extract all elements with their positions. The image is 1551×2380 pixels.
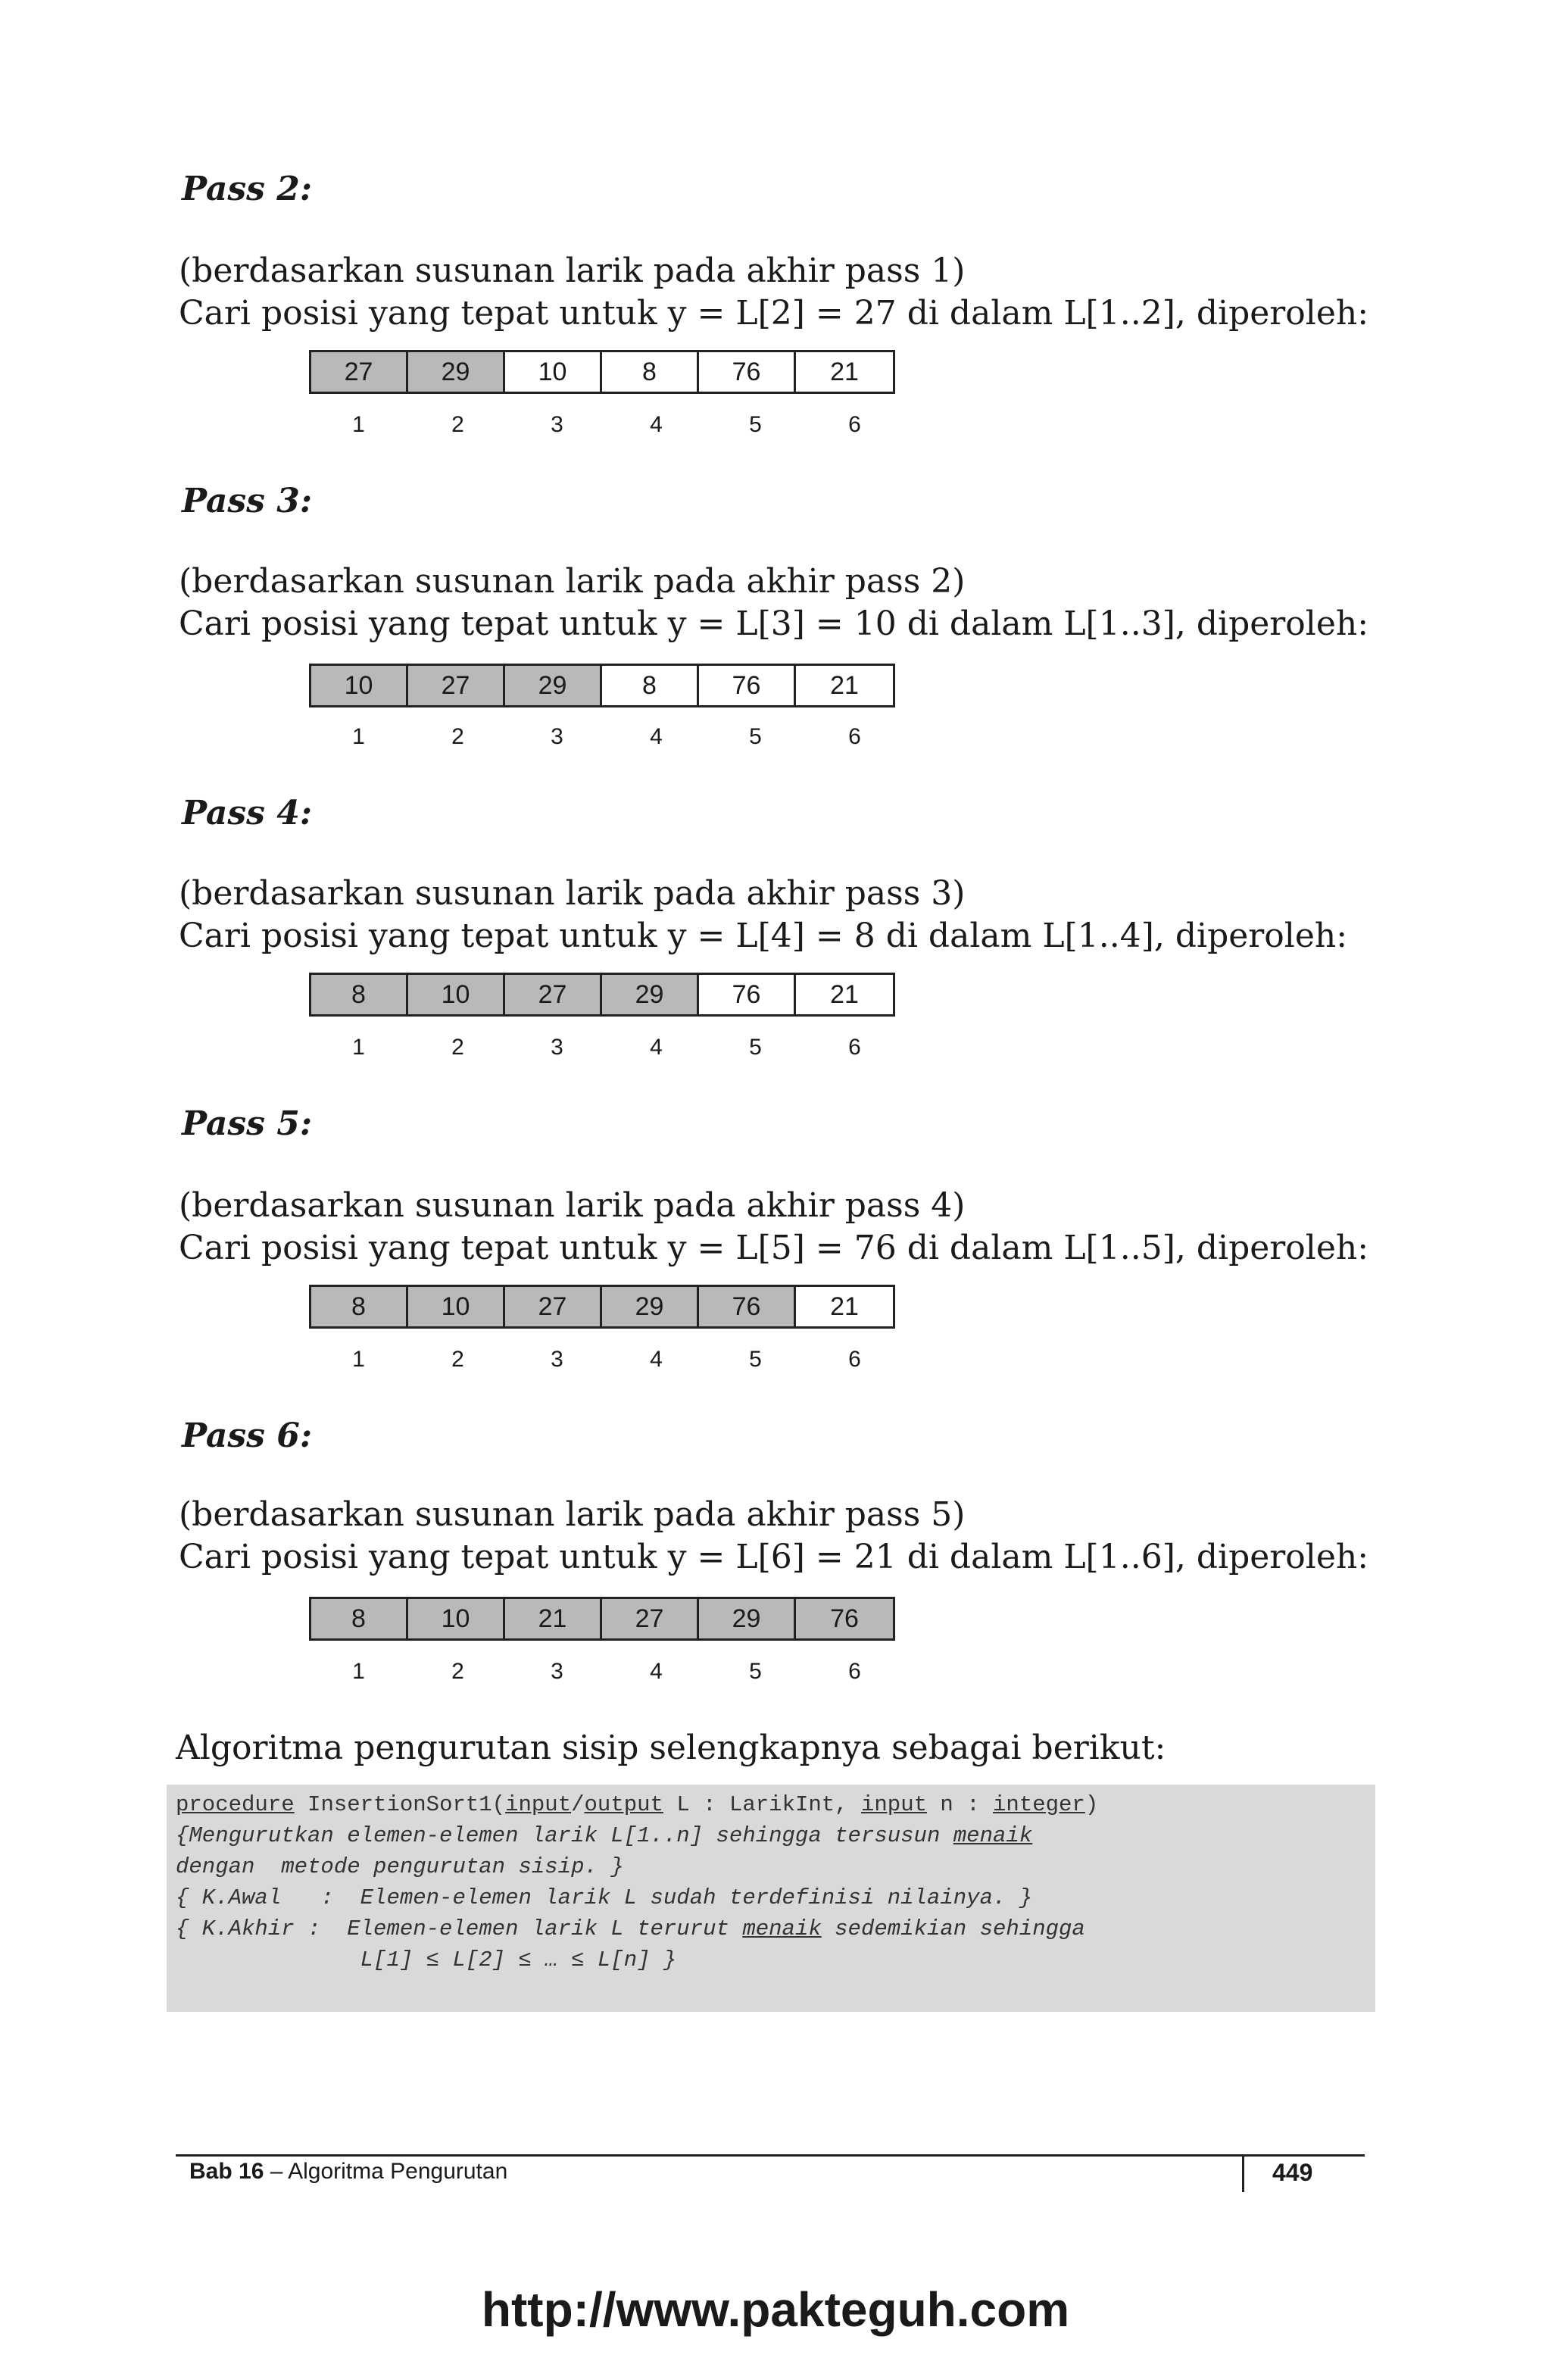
pass-5-indices xyxy=(309,1347,904,1373)
array-cell: 29 xyxy=(602,1287,699,1326)
pass-3-indices xyxy=(309,724,904,750)
code-keyword-input-2: input xyxy=(860,1792,927,1817)
array-cell: 76 xyxy=(699,975,796,1014)
code-comment-5: L[1] ≤ L[2] ≤ … ≤ L[n] } xyxy=(176,1947,677,1972)
code-comment-2: dengan metode pengurutan sisip. } xyxy=(176,1854,624,1879)
code-keyword-input: input xyxy=(505,1792,572,1817)
array-cell: 27 xyxy=(602,1599,699,1638)
code-comment-initial-state: { K.Awal : Elemen-elemen larik L sudah terdefinisi nilainya. } xyxy=(176,1885,1033,1910)
array-index: 5 xyxy=(749,1035,762,1060)
array-cell: 8 xyxy=(602,666,699,705)
array-index: 3 xyxy=(551,1659,563,1684)
array-index: 2 xyxy=(451,412,464,437)
array-index: 6 xyxy=(848,1347,861,1372)
code-close-paren: ) xyxy=(1084,1792,1099,1817)
array-index: 1 xyxy=(352,1347,365,1372)
footer-chapter xyxy=(189,2159,507,2185)
footer-divider xyxy=(1242,2154,1244,2192)
pass-6-line1: (berdasarkan susunan larik pada akhir pass 5) xyxy=(179,1495,966,1534)
array-cell: 10 xyxy=(408,1599,505,1638)
array-index: 3 xyxy=(551,724,563,749)
pass-3-line2: Cari posisi yang tepat untuk y = L[3] = 10 di dalam L[1..3], diperoleh: xyxy=(179,604,1369,643)
pass-5-array xyxy=(309,1285,895,1329)
array-cell: 76 xyxy=(699,1287,796,1326)
code-comment-1a: {Mengurutkan elemen-elemen larik L[1..n] sehingga tersusun xyxy=(176,1823,953,1848)
code-params-2: n : xyxy=(927,1792,994,1817)
pass-5-line2: Cari posisi yang tepat untuk y = L[5] = 76 di dalam L[1..5], diperoleh: xyxy=(179,1229,1369,1267)
pass-6-array xyxy=(309,1597,895,1641)
algorithm-intro: Algoritma pengurutan sisip selengkapnya sebagai berikut: xyxy=(176,1729,1166,1767)
pass-4-title: Pass 4: xyxy=(182,794,313,832)
footer-rule xyxy=(176,2154,1365,2157)
code-comment-4c: sedemikian sehingga xyxy=(821,1916,1085,1941)
pass-2-title: Pass 2: xyxy=(182,170,313,208)
array-index: 2 xyxy=(451,1347,464,1372)
array-index: 5 xyxy=(749,412,762,437)
array-index: 3 xyxy=(551,1347,563,1372)
array-cell: 8 xyxy=(311,975,408,1014)
code-keyword-procedure: procedure xyxy=(176,1792,295,1817)
pass-4-array xyxy=(309,973,895,1017)
pass-2-line1: (berdasarkan susunan larik pada akhir pass 1) xyxy=(179,251,966,290)
code-slash: / xyxy=(571,1792,585,1817)
array-index: 4 xyxy=(650,412,663,437)
code-comment-4b: menaik xyxy=(742,1916,822,1941)
pass-4-line1: (berdasarkan susunan larik pada akhir pass 3) xyxy=(179,874,966,913)
website-url: http://www.pakteguh.com xyxy=(481,2282,1070,2337)
pass-4-indices xyxy=(309,1035,904,1060)
array-cell: 27 xyxy=(505,1287,602,1326)
pass-4-description xyxy=(179,873,1348,957)
array-cell: 10 xyxy=(408,975,505,1014)
array-cell: 10 xyxy=(505,352,602,392)
pass-6-line2: Cari posisi yang tepat untuk y = L[6] = 21 di dalam L[1..6], diperoleh: xyxy=(179,1538,1369,1576)
footer-chapter-number: Bab 16 xyxy=(189,2159,264,2184)
array-index: 2 xyxy=(451,1035,464,1060)
footer-chapter-title: – Algoritma Pengurutan xyxy=(264,2159,508,2184)
array-index: 3 xyxy=(551,1035,563,1060)
array-cell: 29 xyxy=(699,1599,796,1638)
pass-3-title: Pass 3: xyxy=(182,482,313,520)
array-cell: 10 xyxy=(408,1287,505,1326)
array-cell: 21 xyxy=(505,1599,602,1638)
array-cell: 8 xyxy=(602,352,699,392)
array-cell: 76 xyxy=(699,666,796,705)
pass-3-line1: (berdasarkan susunan larik pada akhir pass 2) xyxy=(179,562,966,601)
array-index: 1 xyxy=(352,724,365,749)
array-cell: 21 xyxy=(796,975,893,1014)
code-procedure-name: InsertionSort1( xyxy=(294,1792,506,1817)
array-cell: 29 xyxy=(602,975,699,1014)
array-index: 1 xyxy=(352,1659,365,1684)
array-index: 1 xyxy=(352,1035,365,1060)
array-cell: 8 xyxy=(311,1599,408,1638)
array-index: 5 xyxy=(749,724,762,749)
array-cell: 76 xyxy=(699,352,796,392)
pass-2-indices xyxy=(309,412,904,438)
pass-6-title: Pass 6: xyxy=(182,1416,313,1455)
array-cell: 8 xyxy=(311,1287,408,1326)
pass-6-indices xyxy=(309,1659,904,1685)
array-cell: 27 xyxy=(408,666,505,705)
array-index: 4 xyxy=(650,1659,663,1684)
array-cell: 10 xyxy=(311,666,408,705)
array-index: 4 xyxy=(650,1347,663,1372)
array-index: 5 xyxy=(749,1347,762,1372)
array-index: 2 xyxy=(451,724,464,749)
array-cell: 21 xyxy=(796,666,893,705)
array-index: 1 xyxy=(352,412,365,437)
pass-5-line1: (berdasarkan susunan larik pada akhir pass 4) xyxy=(179,1186,966,1225)
array-index: 5 xyxy=(749,1659,762,1684)
pass-6-description xyxy=(179,1494,1369,1579)
pass-2-line2: Cari posisi yang tepat untuk y = L[2] = 27 di dalam L[1..2], diperoleh: xyxy=(179,294,1369,333)
array-index: 6 xyxy=(848,1659,861,1684)
array-cell: 76 xyxy=(796,1599,893,1638)
pass-2-array xyxy=(309,350,895,394)
array-index: 2 xyxy=(451,1659,464,1684)
page-number: 449 xyxy=(1272,2159,1313,2186)
array-index: 6 xyxy=(848,724,861,749)
array-cell: 29 xyxy=(408,352,505,392)
pass-3-description xyxy=(179,561,1369,645)
array-index: 6 xyxy=(848,412,861,437)
code-comment-4a: { K.Akhir : Elemen-elemen larik L terurut xyxy=(176,1916,743,1941)
array-index: 4 xyxy=(650,1035,663,1060)
code-keyword-output: output xyxy=(584,1792,663,1817)
code-comment-1b: menaik xyxy=(953,1823,1033,1848)
code-params-1: L : LarikInt, xyxy=(663,1792,861,1817)
pass-5-description xyxy=(179,1185,1369,1270)
code-keyword-integer: integer xyxy=(993,1792,1085,1817)
pass-5-title: Pass 5: xyxy=(182,1104,313,1143)
code-block xyxy=(176,1789,1098,1976)
array-cell: 21 xyxy=(796,1287,893,1326)
pass-2-description xyxy=(179,250,1369,335)
array-cell: 27 xyxy=(505,975,602,1014)
array-cell: 21 xyxy=(796,352,893,392)
pass-4-line2: Cari posisi yang tepat untuk y = L[4] = 8 di dalam L[1..4], diperoleh: xyxy=(179,917,1348,955)
array-index: 3 xyxy=(551,412,563,437)
array-cell: 29 xyxy=(505,666,602,705)
pass-3-array xyxy=(309,664,895,707)
array-index: 4 xyxy=(650,724,663,749)
array-index: 6 xyxy=(848,1035,861,1060)
array-cell: 27 xyxy=(311,352,408,392)
